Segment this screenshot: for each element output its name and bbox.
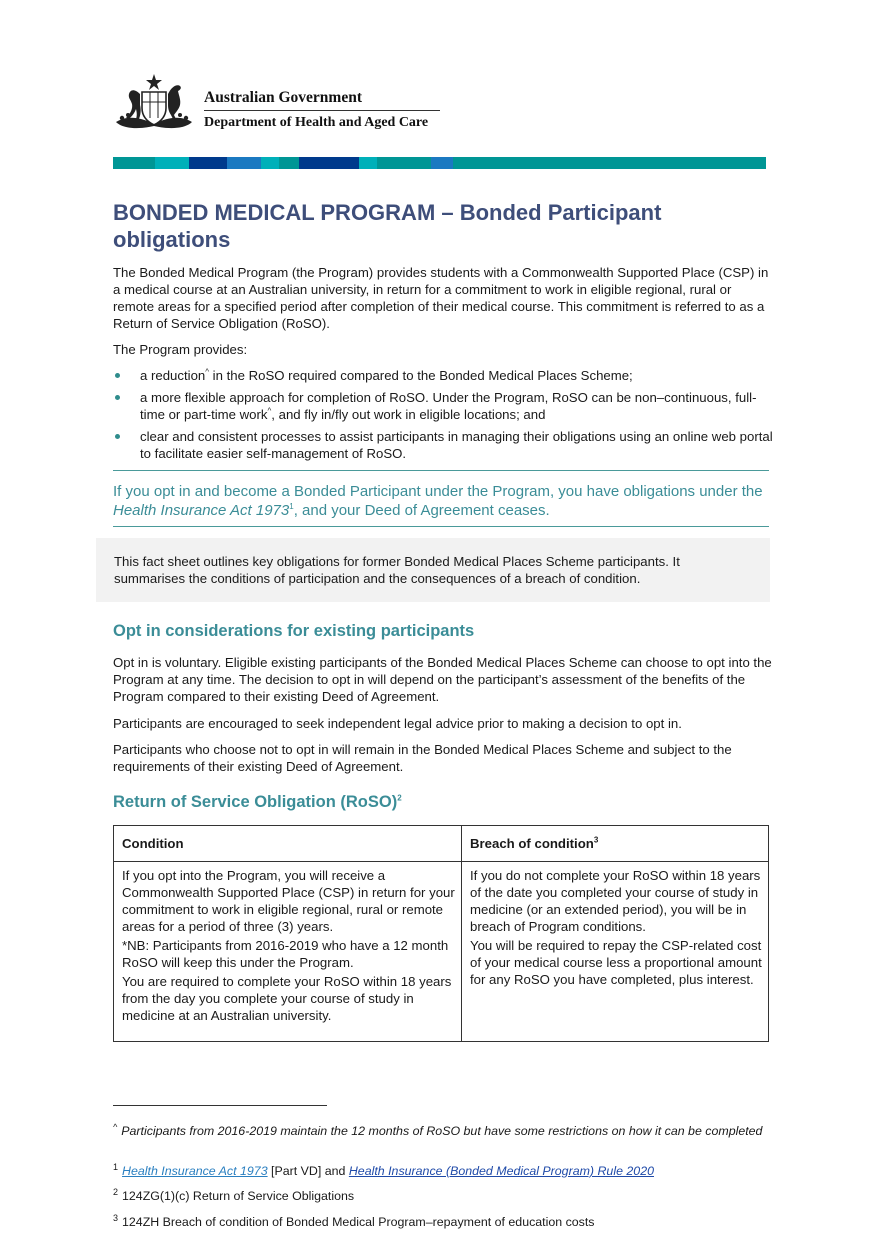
opt-in-heading: Opt in considerations for existing participants <box>113 622 475 640</box>
callout-text: If you opt in and become a Bonded Participant under the Program, you have obligations under the Health Insurance Act 1973$^1$, and your Deed of Agreement ceases. <box>113 483 763 519</box>
table-cell-breach <box>470 867 764 990</box>
breach-text: You will be required to repay the CSP-related cost of your medical course less a proportional amount for any RoSO you have completed, plus interest. <box>470 938 762 987</box>
bullet-icon <box>115 434 120 439</box>
opt-in-paragraph-1: Opt in is voluntary. Eligible existing participants of the Bonded Medical Places Scheme can choose to opt into the Program at any time. The decision to opt in will depend on the participant’s assessment of the benefits of the Program compared to their existing Deed of Agreement. <box>113 655 772 704</box>
breach-text: If you do not complete your RoSO within 18 years of the date you completed your course of study in medicine (or an extended period), you will be in breach of Program conditions. <box>470 868 761 934</box>
health-insurance-act-link[interactable]: Health Insurance Act 1973 <box>122 1164 268 1178</box>
condition-note: *NB: Participants from 2016-2019 who have a 12 month RoSO will keep this under the Program. <box>122 938 449 970</box>
logo-divider <box>204 110 440 111</box>
government-name: Australian Government <box>204 89 363 106</box>
table-column-divider <box>461 826 462 1041</box>
provides-label: The Program provides: <box>113 342 248 357</box>
bullet-icon <box>115 395 120 400</box>
condition-text: If you opt into the Program, you will receive a Commonwealth Supported Place (CSP) in return for your commitment to work in eligible regional, rural or remote areas for a period of three (3) years. <box>122 868 455 934</box>
condition-text: You are required to complete your RoSO within 18 years from the day you complete your course of study in medicine at an Australian university. <box>122 974 452 1023</box>
opt-in-paragraph-3: Participants who choose not to opt in will remain in the Bonded Medical Places Scheme and subject to the requirements of their existing Deed of Agreement. <box>113 742 732 774</box>
opt-in-paragraph-2: Participants are encouraged to seek independent legal advice prior to making a decision to opt in. <box>113 716 682 731</box>
footnote-2: $^2$ 124ZG(1)(c) Return of Service Obligations <box>113 1186 355 1203</box>
footnote-caret: ^ Participants from 2016-2019 maintain the 12 months of RoSO but have some restrictions on how it can be completed <box>113 1121 763 1138</box>
fact-sheet-summary-box: This fact sheet outlines key obligations for former Bonded Medical Places Scheme participants. It summarises the conditions of participation and the consequences of a breach of condition. <box>96 538 770 602</box>
table-cell-condition <box>122 867 458 1026</box>
callout-bottom-rule <box>113 526 769 527</box>
program-provides-list <box>113 367 773 467</box>
list-item: a reduction^ in the RoSO required compared to the Bonded Medical Places Scheme; <box>113 367 773 384</box>
bullet-icon <box>115 373 120 378</box>
list-item: clear and consistent processes to assist participants in managing their obligations using an online web portal to facilitate easier self-management of RoSO. <box>113 428 773 462</box>
act-name: Health Insurance Act 1973 <box>113 502 290 519</box>
government-logo <box>112 72 452 140</box>
roso-heading: Return of Service Obligation (RoSO)$^2$ <box>113 793 402 811</box>
coat-of-arms-icon <box>112 72 196 134</box>
footnote-divider <box>113 1105 327 1106</box>
footnote-1: $^1$ Health Insurance Act 1973 [Part VD] and Health Insurance (Bonded Medical Program) Rule 2020 <box>113 1161 654 1178</box>
document-title: BONDED MEDICAL PROGRAM – Bonded Participant obligations <box>113 200 662 252</box>
callout-top-rule <box>113 470 769 471</box>
header-color-bar <box>113 157 766 169</box>
table-header-condition: Condition <box>122 836 184 851</box>
list-item: a more flexible approach for completion of RoSO. Under the Program, RoSO can be non–continuous, full-time or part-time work^, and fly in/fly out work in eligible locations; and <box>113 389 773 423</box>
roso-table <box>113 825 769 1042</box>
department-name: Department of Health and Aged Care <box>204 115 429 130</box>
table-header-divider <box>114 861 768 862</box>
bonded-medical-program-rule-link[interactable]: Health Insurance (Bonded Medical Program) Rule 2020 <box>348 1164 654 1178</box>
footnote-3: $^3$ 124ZH Breach of condition of Bonded Medical Program–repayment of education costs <box>113 1212 595 1229</box>
table-header-breach: Breach of condition$^3$ <box>470 835 599 851</box>
intro-paragraph: The Bonded Medical Program (the Program) provides students with a Commonwealth Supported Place (CSP) in a medical course at an Australian university, in return for a commitment to work in eligible regional, rural or remote areas for a specified period after completion of their medical course. This commitment is referred to as a Return of Service Obligation (RoSO). <box>113 265 769 331</box>
